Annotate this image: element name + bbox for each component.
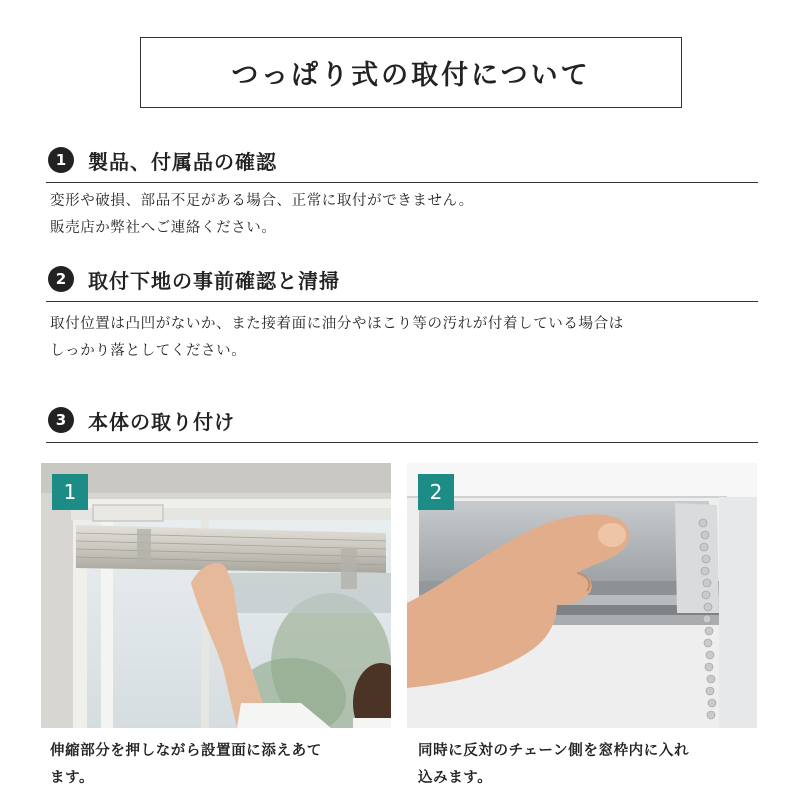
section-1-number: 1	[48, 147, 74, 173]
step-2-illustration	[407, 463, 757, 728]
section-2-heading	[46, 262, 758, 302]
page-title-box	[140, 37, 682, 108]
step-2-caption-line-2: 込みます。	[418, 770, 493, 786]
step-1-photo	[41, 463, 391, 728]
step-2-caption-line-1: 同時に反対のチェーン側を窓枠内に入れ	[418, 743, 690, 759]
section-3-heading	[46, 403, 758, 443]
section-3-number: 3	[48, 407, 74, 433]
section-3-title: 本体の取り付け	[88, 410, 235, 434]
step-1-illustration	[41, 463, 391, 728]
step-1-badge: 1	[52, 474, 88, 510]
section-2-title: 取付下地の事前確認と清掃	[88, 269, 340, 293]
step-1-caption-line-1: 伸縮部分を押しながら設置面に添えあて	[50, 743, 322, 759]
section-1-heading	[46, 143, 758, 183]
page-title: つっぱり式の取付について	[231, 60, 591, 91]
section-1-title: 製品、付属品の確認	[88, 150, 277, 174]
step-2-caption	[418, 738, 689, 792]
step-1-caption	[50, 738, 322, 792]
step-1-caption-line-2: ます。	[50, 770, 95, 786]
section-2-line-2: しっかり落としてください。	[50, 343, 247, 359]
section-2-number: 2	[48, 266, 74, 292]
step-2-badge: 2	[418, 474, 454, 510]
section-1-line-2: 販売店か弊社へご連絡ください。	[50, 220, 277, 236]
section-2-line-1: 取付位置は凸凹がないか、また接着面に油分やほこり等の汚れが付着している場合は	[50, 316, 624, 332]
section-1-body	[50, 188, 770, 242]
step-2-photo	[407, 463, 757, 728]
section-1-line-1: 変形や破損、部品不足がある場合、正常に取付ができません。	[50, 193, 474, 209]
section-2-body	[50, 311, 770, 365]
